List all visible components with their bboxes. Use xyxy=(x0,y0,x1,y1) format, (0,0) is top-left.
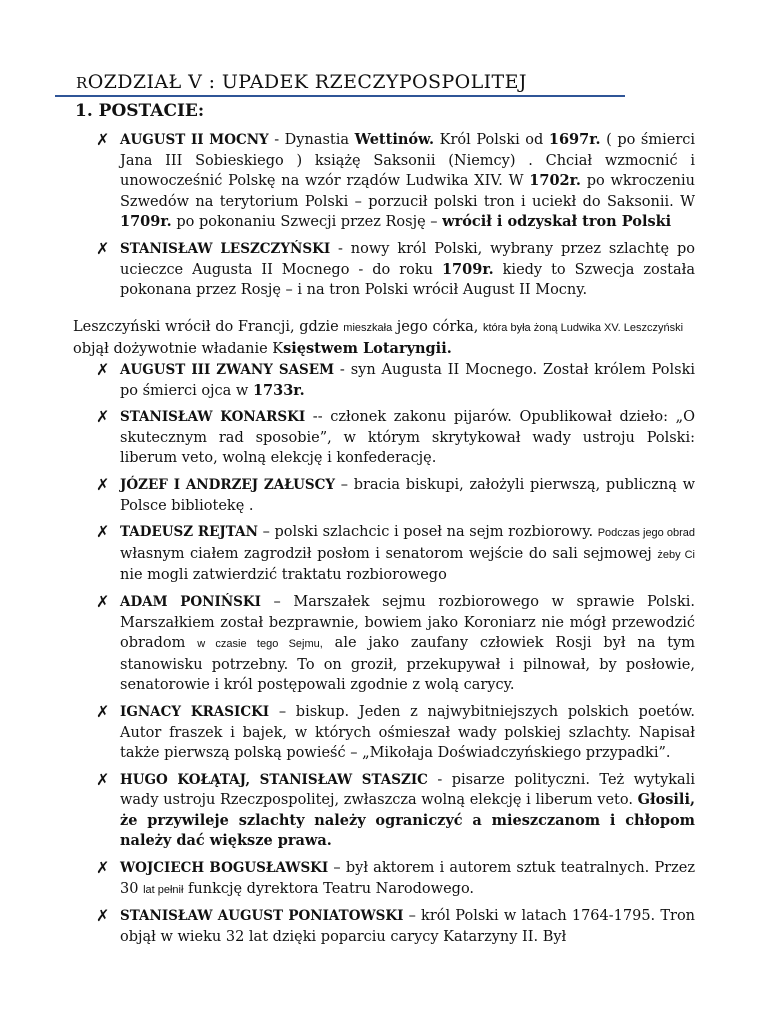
chapter-title: ROZDZIAŁ V : UPADEK RZECZYPOSPOLITEJ xyxy=(76,71,527,93)
x-bullet-icon: ✗ xyxy=(96,701,110,721)
x-bullet-icon: ✗ xyxy=(96,238,110,258)
section-heading: 1. POSTACIE: xyxy=(75,101,205,121)
x-bullet-icon: ✗ xyxy=(96,769,110,789)
people-list-continued xyxy=(75,360,695,953)
x-bullet-icon: ✗ xyxy=(96,130,110,149)
list-item-konarski: ✗ STANISŁAW KONARSKI -- członek zakonu pijarów. Opublikował dzieło: „O skutecznym rad sposobie”, w którym skrytykował wady ustroju Polski: liberum veto, wolną elekcję i konfederację. xyxy=(96,407,695,467)
x-bullet-icon: ✗ xyxy=(96,858,110,878)
list-item-august-ii: ✗ AUGUST II MOCNY - Dynastia Wettinów. Król Polski od 1697r. ( po śmierci Jana III Sobieskiego ) książę Saksonii (Niemcy) . Chciał wzmocnić i unowocześnić Polskę na wzór rządów Ludwika XIV. W 1702r. po wkroczeniu Szwedów na terytorium Polski – porzucił polski tron i uciekł do Saksonii. W 1709r. po pokonaniu Szwecji przez Rosję – wrócił i odzyskał tron Polski xyxy=(96,130,696,231)
x-bullet-icon: ✗ xyxy=(96,522,110,542)
leszczynski-paragraph: Leszczyński wrócił do Francji, gdzie mieszkała jego córka, która była żoną Ludwika XV. Leszczyński objął dożywotnie władanie Księstwem Lotaryngii. xyxy=(73,319,684,357)
list-item-rejtan: ✗ TADEUSZ REJTAN – polski szlachcic i poseł na sejm rozbiorowy. Podczas jego obrad własnym ciałem zagrodził posłom i senatorom wejście do sali sejmowej żeby Ci nie mogli zatwierdzić traktatu rozbiorowego xyxy=(96,522,696,584)
list-item-august-iii: ✗ AUGUST III ZWANY SASEM - syn Augusta II Mocnego. Został królem Polski po śmierci ojca w 1733r. xyxy=(96,360,695,399)
list-item-poninski: ✗ ADAM PONIŃSKI – Marszałek sejmu rozbiorowego w sprawie Polski. Marszałkiem został bezprawnie, bowiem jako Koroniarz nie mógł przewodzić obradom w czasie tego Sejmu, ale jako zaufany człowiek Rosji był na tym stanowisku potrzebny. To on groził, przekupywał i pilnował, by posłowie, senatorowie i król postępowali zgodnie z wolą carycy. xyxy=(96,591,696,694)
x-bullet-icon: ✗ xyxy=(96,407,110,427)
title-underline xyxy=(55,95,625,97)
x-bullet-icon: ✗ xyxy=(96,591,110,611)
list-item-leszczynski: ✗ STANISŁAW LESZCZYŃSKI - nowy król Polski, wybrany przez szlachtę po ucieczce Augusta II Mocnego - do roku 1709r. kiedy to Szwecja została pokonana przez Rosję – i na tron Polski wrócił August II Mocny. xyxy=(96,238,696,299)
list-item-poniatowski: ✗ STANISŁAW AUGUST PONIATOWSKI – król Polski w latach 1764-1795. Tron objął w wieku 32 lat dzięki poparciu carycy Katarzyny II. Był xyxy=(96,906,696,945)
x-bullet-icon: ✗ xyxy=(96,906,110,926)
x-bullet-icon: ✗ xyxy=(96,360,110,379)
x-bullet-icon: ✗ xyxy=(96,474,110,494)
list-item-kollataj-staszic: ✗ HUGO KOŁĄTAJ, STANISŁAW STASZIC - pisarze polityczni. Też wytykali wady ustroju Rzeczpospolitej, zwłaszcza wolną elekcję i liberum veto. Głosili, że przywileje szlachty należy ograniczyć a mieszczanom i chłopom należy dać większe prawa. xyxy=(96,769,695,850)
people-list xyxy=(75,130,695,307)
list-item-zaluscy: ✗ JÓZEF I ANDRZEJ ZAŁUSCY – bracia biskupi, założyli pierwszą, publiczną w Polsce bibliotekę . xyxy=(96,474,695,514)
list-item-krasicki: ✗ IGNACY KRASICKI – biskup. Jeden z najwybitniejszych polskich poetów. Autor fraszek i bajek, w których ośmieszał wady polskiej szlachty. Napisał także pierwszą polską powieść – „Mikołaja Doświadczyńskiego przypadki”. xyxy=(96,701,695,762)
list-item-boguslawski: ✗ WOJCIECH BOGUSŁAWSKI – był aktorem i autorem sztuk teatralnych. Przez 30 lat pełnił funkcję dyrektora Teatru Narodowego. xyxy=(96,858,695,897)
